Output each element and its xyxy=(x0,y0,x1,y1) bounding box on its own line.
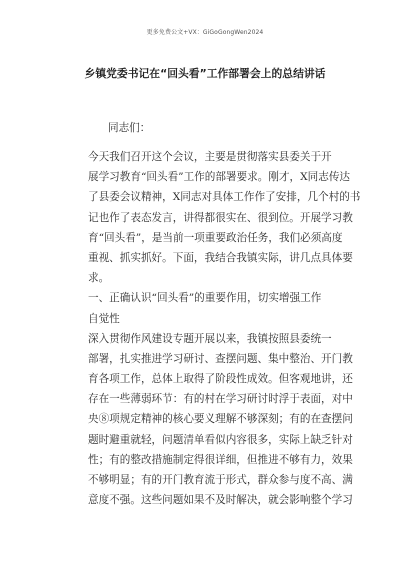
body-line: 不够明显；有的开门教育流于形式，群众参与度不高、满 xyxy=(88,474,353,486)
body-line: 展学习教育“回头看”工作的部署要求。刚才，X同志传达 xyxy=(88,171,351,184)
body-text xyxy=(88,147,361,510)
body-line: 育“回头看”，是当前一项重要政治任务，我们必须高度 xyxy=(88,231,343,244)
header-watermark: 更多免费公文+VX：GiGoGongWen2024 xyxy=(146,29,264,36)
body-line: 重视、抓实抓好。下面，我结合我镇实际，讲几点具体要 xyxy=(88,251,353,264)
body-line: 求。 xyxy=(88,272,110,285)
body-line: 意度不强。这些问题如果不及时解决，就会影响整个学习 xyxy=(88,494,353,507)
body-line: 今天我们召开这个会议，主要是贯彻落实县委关于开 xyxy=(88,151,332,163)
section-heading-line: 一、正确认识“回头看”的重要作用，切实增强工作 xyxy=(88,292,322,305)
body-line: 记也作了表态发言，讲得都很实在、很到位。开展学习教 xyxy=(88,211,353,224)
section-heading-line: 自觉性 xyxy=(88,312,120,325)
body-line: 育各项工作，总体上取得了阶段性成效。但客观地讲，还 xyxy=(88,373,353,386)
body-line: 题时避重就轻，问题清单看似内容很多，实际上缺乏针对 xyxy=(88,433,353,446)
body-line: 性；有的整改措施制定得很详细，但推进不够有力，效果 xyxy=(88,453,353,466)
page-title: 乡镇党委书记在“回头看”工作部署会上的总结讲话 xyxy=(84,67,326,80)
body-line: 深入贯彻作风建设专题开展以来，我镇按照县委统一 xyxy=(88,332,332,345)
salutation: 同志们： xyxy=(108,122,151,134)
body-line: 存在一些薄弱环节：有的村在学习研讨时浮于表面，对中 xyxy=(88,393,353,406)
body-line: 了县委会议精神，X同志对具体工作作了安排，几个村的书 xyxy=(88,191,361,204)
body-line: 部署，扎实推进学习研讨、查摆问题、集中整治、开门教 xyxy=(88,352,353,365)
body-line: 央⑧项规定精神的核心要义理解不够深刻；有的在查摆问 xyxy=(88,413,353,426)
